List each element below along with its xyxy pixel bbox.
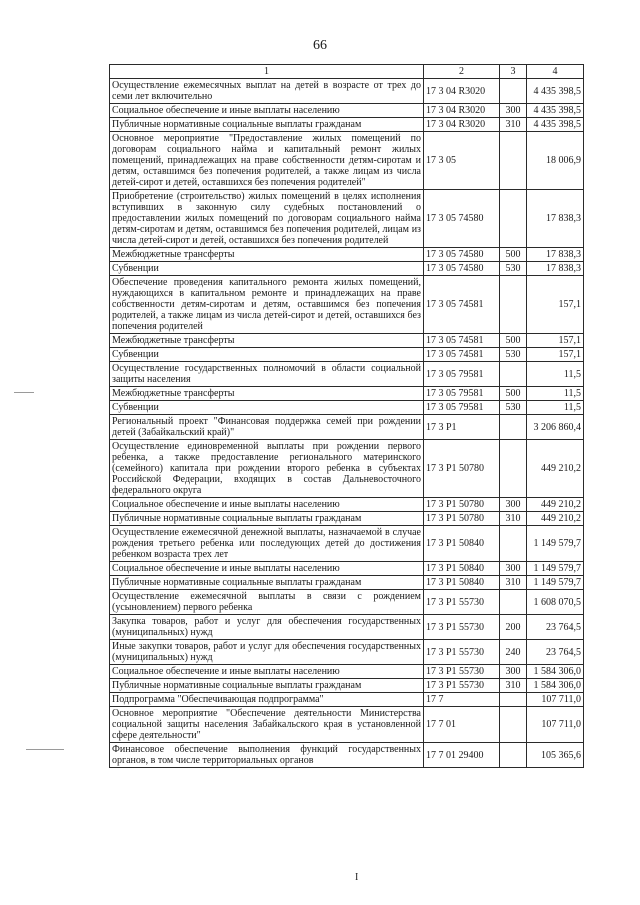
code-cell: 17 3 P1 50780	[424, 440, 500, 498]
code-cell: 17 3 P1 55730	[424, 679, 500, 693]
type-cell: 240	[500, 640, 527, 665]
code-cell: 17 3 05 74581	[424, 276, 500, 334]
type-cell	[500, 707, 527, 743]
code-cell: 17 3 P1 55730	[424, 590, 500, 615]
table-row	[110, 362, 584, 387]
table-row	[110, 276, 584, 334]
description-cell: Субвенции	[110, 348, 424, 362]
description-cell: Публичные нормативные социальные выплаты гражданам	[110, 679, 424, 693]
description-cell: Закупка товаров, работ и услуг для обеспечения государственных (муниципальных) нужд	[110, 615, 424, 640]
amount-cell: 17 838,3	[527, 262, 584, 276]
table-row	[110, 348, 584, 362]
code-cell: 17 3 05 79581	[424, 387, 500, 401]
amount-cell: 1 584 306,0	[527, 679, 584, 693]
description-cell: Осуществление единовременной выплаты при рождении первого ребенка, а также предоставление регионального материнского (семейного) капитала при рождении второго ребенка в субъектах Российской Федерации, входящих в состав Дальневосточного федерального округа	[110, 440, 424, 498]
code-cell: 17 3 04 R3020	[424, 104, 500, 118]
amount-cell: 1 149 579,7	[527, 526, 584, 562]
table-row	[110, 665, 584, 679]
code-cell: 17 3 P1 55730	[424, 615, 500, 640]
type-cell: 500	[500, 387, 527, 401]
description-cell: Региональный проект "Финансовая поддержка семей при рождении детей (Забайкальский край)"	[110, 415, 424, 440]
table-row	[110, 743, 584, 768]
code-cell: 17 7 01 29400	[424, 743, 500, 768]
budget-table	[109, 64, 584, 768]
description-cell: Социальное обеспечение и иные выплаты населению	[110, 665, 424, 679]
description-cell: Осуществление ежемесячной денежной выплаты, назначаемой в случае рождения третьего ребенка или последующих детей до достижения ребенком возраста трех лет	[110, 526, 424, 562]
type-cell: 500	[500, 248, 527, 262]
description-cell: Межбюджетные трансферты	[110, 387, 424, 401]
type-cell: 530	[500, 401, 527, 415]
amount-cell: 4 435 398,5	[527, 118, 584, 132]
table-row	[110, 132, 584, 190]
type-cell	[500, 132, 527, 190]
code-cell: 17 3 P1 55730	[424, 665, 500, 679]
amount-cell: 1 149 579,7	[527, 576, 584, 590]
table-row	[110, 387, 584, 401]
table-row	[110, 693, 584, 707]
code-cell: 17 3 05 74580	[424, 190, 500, 248]
table-row	[110, 334, 584, 348]
table-body	[110, 79, 584, 768]
description-cell: Социальное обеспечение и иные выплаты населению	[110, 498, 424, 512]
type-cell	[500, 79, 527, 104]
type-cell	[500, 590, 527, 615]
amount-cell: 23 764,5	[527, 615, 584, 640]
code-cell: 17 3 05	[424, 132, 500, 190]
amount-cell: 107 711,0	[527, 693, 584, 707]
table-row	[110, 679, 584, 693]
code-cell: 17 3 P1	[424, 415, 500, 440]
table-row	[110, 707, 584, 743]
col-header-2: 2	[424, 65, 500, 79]
type-cell: 530	[500, 262, 527, 276]
description-cell: Осуществление ежемесячной выплаты в связи с рождением (усыновлением) первого ребенка	[110, 590, 424, 615]
type-cell	[500, 190, 527, 248]
amount-cell: 1 584 306,0	[527, 665, 584, 679]
code-cell: 17 3 04 R3020	[424, 79, 500, 104]
description-cell: Субвенции	[110, 262, 424, 276]
table-row	[110, 640, 584, 665]
description-cell: Иные закупки товаров, работ и услуг для обеспечения государственных (муниципальных) нужд	[110, 640, 424, 665]
footer-mark: I	[355, 872, 359, 883]
amount-cell: 107 711,0	[527, 707, 584, 743]
table-row	[110, 526, 584, 562]
type-cell: 200	[500, 615, 527, 640]
table-row	[110, 576, 584, 590]
type-cell: 310	[500, 576, 527, 590]
description-cell: Межбюджетные трансферты	[110, 334, 424, 348]
code-cell: 17 3 05 74581	[424, 348, 500, 362]
margin-mark	[14, 392, 34, 393]
description-cell: Подпрограмма "Обеспечивающая подпрограмма"	[110, 693, 424, 707]
code-cell: 17 3 05 79581	[424, 362, 500, 387]
code-cell: 17 3 04 R3020	[424, 118, 500, 132]
col-header-3: 3	[500, 65, 527, 79]
description-cell: Социальное обеспечение и иные выплаты населению	[110, 562, 424, 576]
description-cell: Приобретение (строительство) жилых помещений в целях исполнения вступивших в законную силу судебных постановлений о предоставлении жилых помещений по договорам социального найма детям-сиротам и детям, оставшимся без попечения родителей, лицам из числа детей-сирот и детей, оставшихся без попечения родителей	[110, 190, 424, 248]
amount-cell: 4 435 398,5	[527, 79, 584, 104]
type-cell	[500, 440, 527, 498]
type-cell: 530	[500, 348, 527, 362]
table-row	[110, 415, 584, 440]
type-cell	[500, 415, 527, 440]
code-cell: 17 3 P1 50840	[424, 526, 500, 562]
col-header-1: 1	[110, 65, 424, 79]
code-cell: 17 3 05 79581	[424, 401, 500, 415]
table-row	[110, 440, 584, 498]
description-cell: Межбюджетные трансферты	[110, 248, 424, 262]
type-cell: 310	[500, 679, 527, 693]
table-row	[110, 104, 584, 118]
type-cell	[500, 743, 527, 768]
description-cell: Социальное обеспечение и иные выплаты населению	[110, 104, 424, 118]
type-cell: 300	[500, 104, 527, 118]
amount-cell: 11,5	[527, 387, 584, 401]
type-cell: 300	[500, 665, 527, 679]
amount-cell: 17 838,3	[527, 248, 584, 262]
table-row	[110, 401, 584, 415]
table-row	[110, 590, 584, 615]
type-cell	[500, 526, 527, 562]
description-cell: Осуществление государственных полномочий в области социальной защиты населения	[110, 362, 424, 387]
type-cell: 310	[500, 512, 527, 526]
description-cell: Финансовое обеспечение выполнения функций государственных органов, в том числе территориальных органов	[110, 743, 424, 768]
type-cell: 310	[500, 118, 527, 132]
table-row	[110, 512, 584, 526]
code-cell: 17 7 01	[424, 707, 500, 743]
code-cell: 17 3 P1 50840	[424, 576, 500, 590]
amount-cell: 1 608 070,5	[527, 590, 584, 615]
type-cell: 300	[500, 562, 527, 576]
description-cell: Осуществление ежемесячных выплат на детей в возрасте от трех до семи лет включительно	[110, 79, 424, 104]
code-cell: 17 3 P1 50840	[424, 562, 500, 576]
description-cell: Публичные нормативные социальные выплаты гражданам	[110, 512, 424, 526]
table-row	[110, 615, 584, 640]
table-row	[110, 262, 584, 276]
amount-cell: 11,5	[527, 362, 584, 387]
amount-cell: 18 006,9	[527, 132, 584, 190]
type-cell	[500, 362, 527, 387]
code-cell: 17 3 P1 50780	[424, 498, 500, 512]
amount-cell: 157,1	[527, 334, 584, 348]
table-row	[110, 118, 584, 132]
amount-cell: 449 210,2	[527, 440, 584, 498]
amount-cell: 105 365,6	[527, 743, 584, 768]
table-row	[110, 562, 584, 576]
code-cell: 17 7	[424, 693, 500, 707]
code-cell: 17 3 05 74580	[424, 262, 500, 276]
code-cell: 17 3 P1 50780	[424, 512, 500, 526]
amount-cell: 3 206 860,4	[527, 415, 584, 440]
type-cell	[500, 693, 527, 707]
amount-cell: 4 435 398,5	[527, 104, 584, 118]
amount-cell: 157,1	[527, 276, 584, 334]
page-number: 66	[313, 38, 327, 53]
table-header-row	[110, 65, 584, 79]
amount-cell: 17 838,3	[527, 190, 584, 248]
type-cell: 500	[500, 334, 527, 348]
table-row	[110, 498, 584, 512]
description-cell: Основное мероприятие "Обеспечение деятельности Министерства социальной защиты населения Забайкальского края в установленной сфере деятельности"	[110, 707, 424, 743]
amount-cell: 1 149 579,7	[527, 562, 584, 576]
code-cell: 17 3 05 74580	[424, 248, 500, 262]
col-header-4: 4	[527, 65, 584, 79]
margin-mark	[26, 749, 64, 750]
description-cell: Обеспечение проведения капитального ремонта жилых помещений, нуждающихся в капитальном ремонте и принадлежащих на праве собственности детям-сиротам и детям, оставшимся без попечения родителей, а также лицам из числа детей-сирот и детей, оставшихся без попечения родителей	[110, 276, 424, 334]
table-row	[110, 79, 584, 104]
description-cell: Основное мероприятие "Предоставление жилых помещений по договорам социального найма и капитальный ремонт жилых помещений, принадлежащих на праве собственности детям-сиротам и детям, оставшимся без попечения родителей, а также лицам из числа детей-сирот и детей, оставшихся без попечения родителей"	[110, 132, 424, 190]
type-cell: 300	[500, 498, 527, 512]
amount-cell: 11,5	[527, 401, 584, 415]
description-cell: Публичные нормативные социальные выплаты гражданам	[110, 576, 424, 590]
code-cell: 17 3 P1 55730	[424, 640, 500, 665]
type-cell	[500, 276, 527, 334]
table-row	[110, 190, 584, 248]
table-row	[110, 248, 584, 262]
description-cell: Субвенции	[110, 401, 424, 415]
code-cell: 17 3 05 74581	[424, 334, 500, 348]
amount-cell: 449 210,2	[527, 512, 584, 526]
amount-cell: 157,1	[527, 348, 584, 362]
amount-cell: 449 210,2	[527, 498, 584, 512]
amount-cell: 23 764,5	[527, 640, 584, 665]
description-cell: Публичные нормативные социальные выплаты гражданам	[110, 118, 424, 132]
